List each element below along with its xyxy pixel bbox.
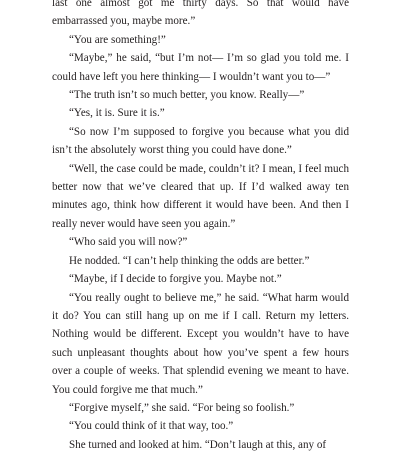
paragraph: last one almost got me thirty days. So that would have embarrassed you, maybe more.”	[52, 0, 349, 28]
paragraph: “Maybe,” he said, “but I’m not— I’m so glad you told me. I could have left you here thinking— I wouldn’t want you to—”	[52, 52, 349, 83]
paragraph: “Forgive myself,” she said. “For being so foolish.”	[69, 401, 295, 414]
paragraph: He nodded. “I can’t help thinking the odds are better.”	[69, 254, 310, 267]
text-column	[52, 0, 349, 454]
paragraph: “Who said you will now?”	[69, 236, 188, 249]
paragraph: “You are something!”	[69, 33, 166, 46]
paragraph: “Yes, it is. Sure it is.”	[69, 107, 165, 120]
paragraph: “So now I’m supposed to forgive you because what you did isn’t the absolutely worst thing you could have done.”	[52, 125, 349, 157]
paragraph: “Maybe, if I decide to forgive you. Maybe not.”	[69, 273, 282, 286]
paragraph: She turned and looked at him. “Don’t laugh at this, any of	[69, 438, 327, 451]
paragraph: “You really ought to believe me,” he said. “What harm would it do? You can still hang up on me if I call. Return my letters. Nothing would be different. Except you wouldn’t have to have such unpleasant thoughts about how you’ve spent a few hours over a couple of weeks. That splendid evening we meant to have. You could forgive me that much.”	[52, 291, 349, 396]
paragraph: “The truth isn’t so much better, you know. Really—”	[69, 89, 305, 102]
paragraph: “You could think of it that way, too.”	[69, 420, 234, 433]
paragraph: “Well, the case could be made, couldn’t it? I mean, I feel much better now that we’ve cleared that up. If I’d walked away ten minutes ago, think how different it would have been. And then I really never would have seen you again.”	[52, 162, 349, 230]
